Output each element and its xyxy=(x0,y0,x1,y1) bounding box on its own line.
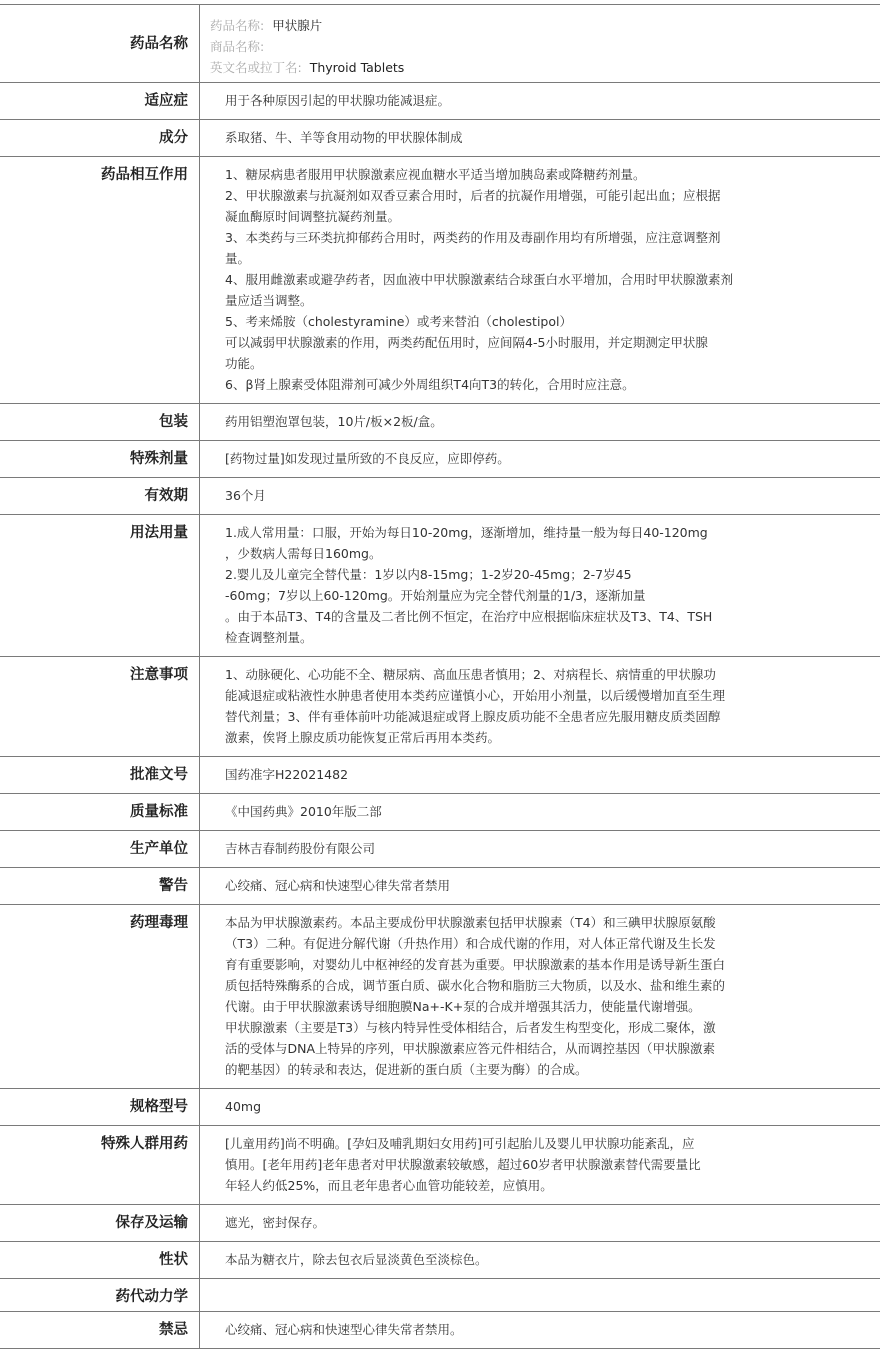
drug-name-row xyxy=(0,5,880,83)
value-line: 活的受体与DNA上特异的序列，甲状腺激素应答元件相结合，从而调控基因（甲状腺激素 xyxy=(225,1041,716,1056)
value-line: 6、β肾上腺素受体阻滞剂可减少外周组织T4向T3的转化，合用时应注意。 xyxy=(225,377,635,392)
row-value xyxy=(200,441,880,477)
row-label: 用法用量 xyxy=(0,515,200,656)
field-value: Thyroid Tablets xyxy=(309,60,405,75)
row-label: 药品相互作用 xyxy=(0,157,200,403)
drug-info-table xyxy=(0,4,880,1349)
row-value xyxy=(200,1089,880,1125)
value-line: （T3）二种。有促进分解代谢（升热作用）和合成代谢的作用，对人体正常代谢及生长发 xyxy=(225,936,716,951)
field-key: 商品名称: xyxy=(210,39,265,54)
info-row xyxy=(0,1205,880,1242)
value-line: 1、动脉硬化、心功能不全、糖尿病、高血压患者慎用；2、对病程长、病情重的甲状腺功 xyxy=(225,667,716,682)
row-value xyxy=(200,83,880,119)
row-label: 特殊人群用药 xyxy=(0,1126,200,1204)
info-row xyxy=(0,1312,880,1349)
value-line: 年轻人约低25%，而且老年患者心血管功能较差，应慎用。 xyxy=(225,1178,553,1193)
value-line: 甲状腺激素（主要是T3）与核内特异性受体相结合，后者发生构型变化，形成二聚体，激 xyxy=(225,1020,716,1035)
info-row xyxy=(0,83,880,120)
value-line: 凝血酶原时间调整抗凝药剂量。 xyxy=(225,209,401,224)
row-value xyxy=(200,868,880,904)
row-value xyxy=(200,1312,880,1348)
value-line: [儿童用药]尚不明确。[孕妇及哺乳期妇女用药]可引起胎儿及婴儿甲状腺功能紊乱，应 xyxy=(225,1136,695,1151)
value-line: 本品为糖衣片，除去包衣后显淡黄色至淡棕色。 xyxy=(225,1252,488,1267)
row-value xyxy=(200,120,880,156)
row-label: 药品名称 xyxy=(0,5,200,82)
row-label: 药代动力学 xyxy=(0,1279,200,1311)
value-line: 系取猪、牛、羊等食用动物的甲状腺体制成 xyxy=(225,130,463,145)
value-line: 质包括特殊酶系的合成，调节蛋白质、碳水化合物和脂肪三大物质，以及水、盐和维生素的 xyxy=(225,978,726,993)
row-label: 警告 xyxy=(0,868,200,904)
row-value xyxy=(200,404,880,440)
value-line: 的靶基因）的转录和表达，促进新的蛋白质（主要为酶）的合成。 xyxy=(225,1062,588,1077)
info-row xyxy=(0,757,880,794)
value-line: 慎用。[老年用药]老年患者对甲状腺激素较敏感，超过60岁者甲状腺激素替代需要量比 xyxy=(225,1157,701,1172)
value-line: 《中国药典》2010年版二部 xyxy=(225,804,382,819)
row-value xyxy=(200,657,880,756)
row-label: 适应症 xyxy=(0,83,200,119)
field-key: 英文名或拉丁名: xyxy=(210,60,302,75)
value-line: 替代剂量；3、伴有垂体前叶功能减退症或肾上腺皮质功能不全患者应先服用糖皮质类固醇 xyxy=(225,709,721,724)
value-line: 1.成人常用量：口服，开始为每日10-20mg，逐渐增加，维持量一般为每日40-120mg xyxy=(225,525,708,540)
row-value xyxy=(200,905,880,1088)
info-row xyxy=(0,404,880,441)
row-label: 注意事项 xyxy=(0,657,200,756)
info-row xyxy=(0,794,880,831)
info-row xyxy=(0,441,880,478)
info-row xyxy=(0,120,880,157)
row-label: 特殊剂量 xyxy=(0,441,200,477)
row-label: 质量标准 xyxy=(0,794,200,830)
value-line: 量应适当调整。 xyxy=(225,293,313,308)
value-line: 5、考来烯胺（cholestyramine）或考来替泊（cholestipol） xyxy=(225,314,572,329)
info-row xyxy=(0,905,880,1089)
value-line: 量。 xyxy=(225,251,251,266)
row-label: 批准文号 xyxy=(0,757,200,793)
info-row xyxy=(0,657,880,757)
value-line: [药物过量]如发现过量所致的不良反应，应即停药。 xyxy=(225,451,510,466)
value-line: 2、甲状腺激素与抗凝剂如双香豆素合用时，后者的抗凝作用增强，可能引起出血；应根据 xyxy=(225,188,721,203)
value-line: 1、糖尿病患者服用甲状腺激素应视血糖水平适当增加胰岛素或降糖药剂量。 xyxy=(225,167,646,182)
field-key: 药品名称: xyxy=(210,18,265,33)
value-line: ，少数病人需每日160mg。 xyxy=(225,546,382,561)
row-label: 药理毒理 xyxy=(0,905,200,1088)
value-line: 心绞痛、冠心病和快速型心律失常者禁用 xyxy=(225,878,451,893)
row-value xyxy=(200,1279,880,1311)
value-line: 代谢。由于甲状腺激素诱导细胞膜Na+-K+泵的合成并增强其活力，使能量代谢增强。 xyxy=(225,999,701,1014)
info-rows xyxy=(0,83,880,1349)
generic-name-field xyxy=(210,15,790,36)
row-label: 保存及运输 xyxy=(0,1205,200,1241)
value-line: -60mg；7岁以上60-120mg。开始剂量应为完全替代剂量的1/3，逐渐加量 xyxy=(225,588,646,603)
row-value xyxy=(200,1126,880,1204)
row-value xyxy=(200,515,880,656)
row-label: 性状 xyxy=(0,1242,200,1278)
value-line: 心绞痛、冠心病和快速型心律失常者禁用。 xyxy=(225,1322,463,1337)
info-row xyxy=(0,1242,880,1279)
row-label: 生产单位 xyxy=(0,831,200,867)
info-row xyxy=(0,1126,880,1205)
value-line: 用于各种原因引起的甲状腺功能减退症。 xyxy=(225,93,451,108)
row-label: 有效期 xyxy=(0,478,200,514)
value-line: 。由于本品T3、T4的含量及二者比例不恒定，在治疗中应根据临床症状及T3、T4、TSH xyxy=(225,609,713,624)
value-line: 36个月 xyxy=(225,488,266,503)
english-name-field xyxy=(210,57,790,78)
value-line: 吉林吉春制药股份有限公司 xyxy=(225,841,376,856)
row-value xyxy=(200,1205,880,1241)
value-line: 药用铝塑泡罩包装，10片/板×2板/盒。 xyxy=(225,414,443,429)
value-line: 遮光，密封保存。 xyxy=(225,1215,326,1230)
row-value xyxy=(200,757,880,793)
row-value xyxy=(200,478,880,514)
value-line: 40mg xyxy=(225,1099,262,1114)
value-line: 能减退症或粘液性水肿患者使用本类药应谨慎小心，开始用小剂量，以后缓慢增加直至生理 xyxy=(225,688,726,703)
info-row xyxy=(0,868,880,905)
value-line: 育有重要影响，对婴幼儿中枢神经的发育甚为重要。甲状腺激素的基本作用是诱导新生蛋白 xyxy=(225,957,726,972)
row-value xyxy=(200,157,880,403)
info-row xyxy=(0,157,880,404)
row-label: 成分 xyxy=(0,120,200,156)
info-row xyxy=(0,831,880,868)
value-line: 检查调整剂量。 xyxy=(225,630,313,645)
row-value xyxy=(200,794,880,830)
row-value xyxy=(200,1242,880,1278)
row-label: 禁忌 xyxy=(0,1312,200,1348)
info-row xyxy=(0,1089,880,1126)
value-line: 3、本类药与三环类抗抑郁药合用时，两类药的作用及毒副作用均有所增强，应注意调整剂 xyxy=(225,230,721,245)
row-value xyxy=(200,831,880,867)
trade-name-field xyxy=(210,36,790,57)
row-label: 规格型号 xyxy=(0,1089,200,1125)
value-line: 2.婴儿及儿童完全替代量：1岁以内8-15mg；1-2岁20-45mg；2-7岁45 xyxy=(225,567,632,582)
info-row xyxy=(0,1279,880,1312)
value-line: 4、服用雌激素或避孕药者，因血液中甲状腺激素结合球蛋白水平增加，合用时甲状腺激素剂 xyxy=(225,272,733,287)
value-line: 功能。 xyxy=(225,356,263,371)
info-row xyxy=(0,515,880,657)
value-line: 本品为甲状腺激素药。本品主要成份甲状腺激素包括甲状腺素（T4）和三碘甲状腺原氨酸 xyxy=(225,915,716,930)
name-fields xyxy=(200,5,880,82)
row-label: 包装 xyxy=(0,404,200,440)
info-row xyxy=(0,478,880,515)
value-line: 激素，俟肾上腺皮质功能恢复正常后再用本类药。 xyxy=(225,730,501,745)
value-line: 国药准字H22021482 xyxy=(225,767,349,782)
field-value: 甲状腺片 xyxy=(272,18,323,33)
value-line: 可以减弱甲状腺激素的作用，两类药配伍用时，应间隔4-5小时服用，并定期测定甲状腺 xyxy=(225,335,708,350)
